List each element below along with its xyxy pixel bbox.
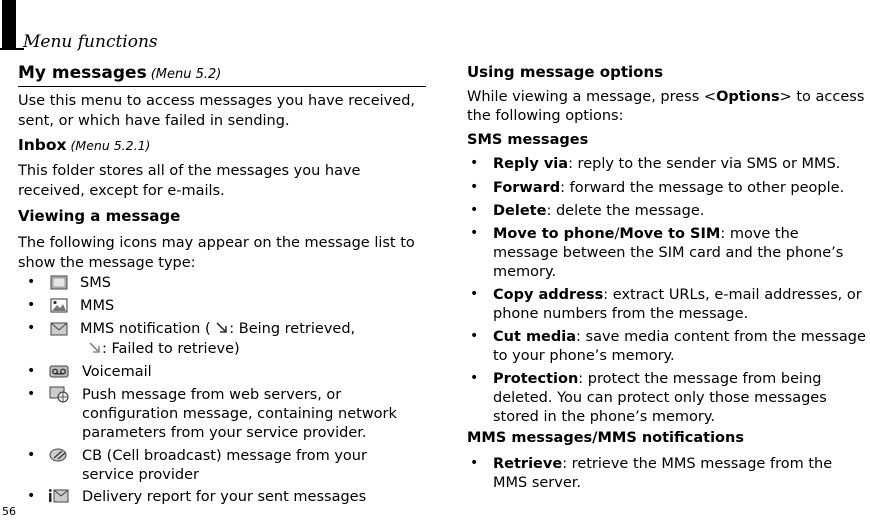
section-title-my-messages (18, 63, 221, 83)
my-messages-menu-ref: (Menu 5.2) (150, 67, 222, 82)
option-text: : extract URLs, e-mail addresses, or (603, 287, 862, 303)
mms-notification-icon (48, 320, 70, 338)
option-text: memory. (493, 264, 557, 280)
option-text: stored in the phone’s memory. (493, 409, 715, 425)
page-number: 56 (2, 505, 16, 518)
being-retrieved-arrow-icon (215, 321, 229, 335)
icon-label-mms: MMS (80, 298, 115, 314)
being-retrieved-label: : Being retrieved, (229, 321, 356, 337)
mms-notification-line-1 (80, 319, 355, 339)
using-options-title: Using message options (467, 63, 664, 81)
inbox-menu-ref: (Menu 5.2.1) (70, 138, 151, 153)
option-text: : retrieve the MMS message from the (562, 456, 833, 472)
option-text: : reply to the sender via SMS or MMS. (568, 156, 841, 172)
option-name: Reply via (493, 156, 569, 172)
option-text: to your phone’s memory. (493, 348, 675, 364)
option-line-continued (493, 304, 748, 324)
using-options-desc-line-1 (467, 87, 864, 107)
header-bar-block (2, 0, 16, 50)
option-name: Move to phone (493, 226, 615, 242)
option-name: Delete (493, 203, 547, 219)
header-bar (0, 0, 22, 50)
option-name: Cut media (493, 329, 577, 345)
option-line (493, 178, 844, 198)
using-desc-part-1: While viewing a message, press < (467, 89, 717, 105)
option-line (493, 327, 866, 347)
mms-notification-line-2 (88, 339, 240, 359)
option-line (493, 285, 862, 305)
bullet: • (470, 286, 479, 302)
push-desc-line-3: parameters from your service provider. (82, 425, 367, 441)
bullet: • (470, 370, 479, 386)
option-line-continued (493, 388, 827, 408)
bullet: • (27, 320, 36, 336)
icon-label-voicemail: Voicemail (82, 364, 152, 380)
viewing-title: Viewing a message (18, 207, 181, 225)
push-desc-line-2: configuration message, containing network (82, 406, 397, 422)
bullet: • (27, 447, 36, 463)
using-desc-part-2: > to access (779, 89, 865, 105)
section-rule (18, 86, 426, 87)
header-title: Menu functions (23, 32, 158, 52)
options-key: Options (716, 89, 780, 105)
inbox-description: This folder stores all of the messages you have received, except for e-mails. (18, 163, 361, 199)
sms-messages-heading: SMS messages (467, 132, 589, 148)
section-title-inbox (18, 136, 150, 154)
option-line-continued (493, 407, 715, 427)
bullet: • (470, 179, 479, 195)
bullet: • (470, 328, 479, 344)
sms-message-icon (48, 274, 70, 292)
option-line-continued (493, 346, 675, 366)
cell-broadcast-icon (48, 446, 70, 464)
failed-retrieve-label: : Failed to retrieve) (102, 341, 240, 357)
bullet: • (470, 202, 479, 218)
option-line (493, 201, 704, 221)
voicemail-icon (48, 362, 70, 380)
option-name: Forward (493, 180, 561, 196)
delivery-report-icon (48, 487, 70, 505)
bullet: • (470, 155, 479, 171)
option-line (493, 454, 832, 474)
option-line (493, 154, 840, 174)
option-text: : protect the message from being (578, 371, 822, 387)
push-message-icon (48, 385, 70, 403)
option-line-continued (493, 262, 556, 282)
icon-label-delivery: Delivery report for your sent messages (82, 489, 367, 505)
bullet: • (27, 297, 36, 313)
push-desc-line-1: Push message from web servers, or (82, 387, 342, 403)
option-text: : move the (720, 226, 799, 242)
option-text: : save media content from the message (576, 329, 866, 345)
option-line-continued (493, 473, 581, 493)
failed-retrieve-arrow-icon (88, 341, 102, 355)
option-text: MMS server. (493, 475, 582, 491)
bullet: • (470, 225, 479, 241)
using-options-desc-line-2: the following options: (467, 108, 624, 124)
icon-label-sms: SMS (80, 275, 111, 291)
inbox-title: Inbox (18, 136, 67, 154)
option-text: message between the SIM card and the phone’s (493, 245, 844, 261)
option-text: : delete the message. (546, 203, 705, 219)
option-name-secondary: Move to SIM (619, 226, 721, 242)
option-line (493, 224, 799, 244)
header-bar-line (0, 48, 24, 50)
cb-desc-line-2: service provider (82, 467, 199, 483)
cb-desc-line-1: CB (Cell broadcast) message from your (82, 448, 367, 464)
option-separator: / (614, 226, 620, 242)
option-text: deleted. You can protect only those messages (493, 390, 827, 406)
option-text: phone numbers from the message. (493, 306, 749, 322)
option-line (493, 369, 821, 389)
option-name: Protection (493, 371, 579, 387)
my-messages-intro: Use this menu to access messages you have received, sent, or which have failed in sending. (18, 93, 416, 129)
bullet: • (27, 488, 36, 504)
option-name: Copy address (493, 287, 604, 303)
option-line-continued (493, 243, 843, 263)
viewing-description: The following icons may appear on the message list to show the message type: (18, 235, 415, 271)
bullet: • (27, 274, 36, 290)
option-name: Retrieve (493, 456, 563, 472)
bullet: • (27, 386, 36, 402)
my-messages-title: My messages (18, 63, 147, 83)
mms-messages-heading: MMS messages/MMS notifications (467, 430, 744, 446)
option-text: : forward the message to other people. (560, 180, 845, 196)
bullet: • (470, 455, 479, 471)
mms-message-icon (48, 297, 70, 315)
mms-notification-label: MMS notification ( (80, 321, 211, 337)
bullet: • (27, 363, 36, 379)
